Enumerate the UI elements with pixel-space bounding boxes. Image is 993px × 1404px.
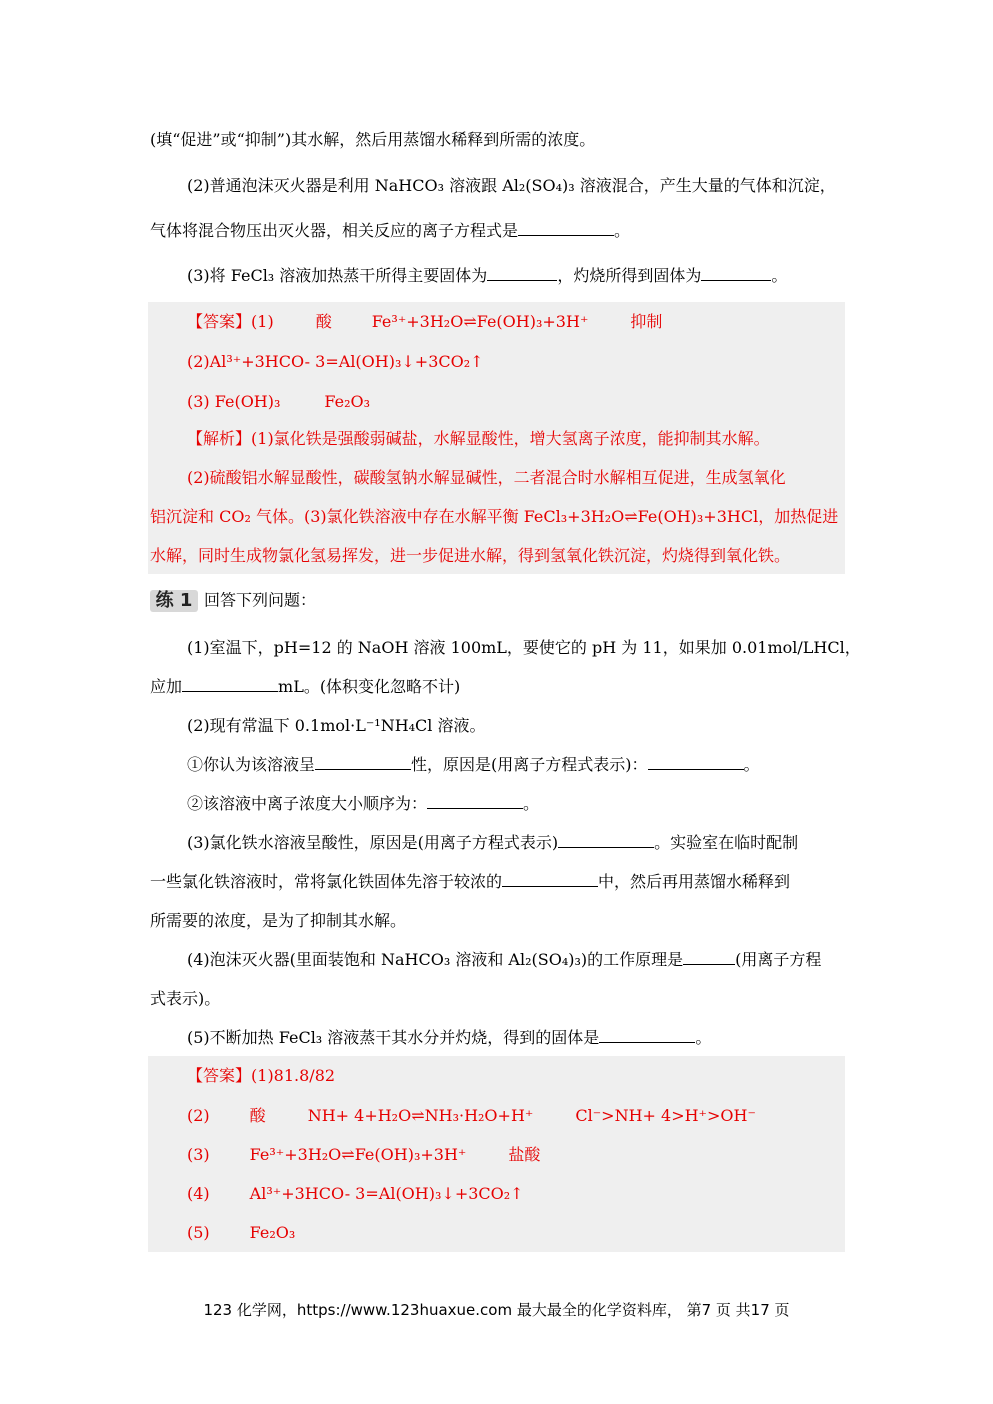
practice-title: 回答下列问题： — [204, 590, 317, 610]
answer-equation: Fe³⁺+3H₂O⇌Fe(OH)₃+3H⁺ — [249, 1145, 467, 1164]
practice-text: 应加 — [150, 677, 183, 696]
answer-1-line-1 — [187, 312, 662, 332]
practice-heading — [150, 590, 316, 612]
practice-text: 。实验室在临时配制 — [654, 833, 799, 852]
practice-text: 中，然后再用蒸馏水稀释到 — [598, 872, 791, 891]
answer-label: 【答案】 — [187, 312, 252, 331]
answer-num: (1) — [251, 312, 274, 331]
answer-part: Fe₂O₃ — [249, 1223, 296, 1242]
practice-text: 性，原因是(用离子方程式表示)： — [411, 755, 648, 774]
practice-text: 。 — [523, 794, 540, 813]
practice-4-line-1 — [187, 950, 821, 970]
answer-1-line-2: (2)Al³⁺+3HCO- 3=Al(OH)₃↓+3CO₂↑ — [187, 352, 484, 371]
page-footer: 123 化学网，https://www.123huaxue.com 最大最全的化学资料库， 第7 页 共17 页 — [203, 1301, 790, 1319]
question-3-line: (3)将 FeCl₃ 溶液加热蒸干所得主要固体为 ，灼烧所得到固体为 。 — [187, 266, 788, 285]
answer-2-line-2 — [187, 1106, 756, 1126]
practice-text: 一些氯化铁溶液时，常将氯化铁固体先溶于较浓的 — [150, 872, 503, 891]
answer-equation: Fe³⁺+3H₂O⇌Fe(OH)₃+3H⁺ — [371, 312, 589, 331]
practice-text: (3)氯化铁水溶液呈酸性，原因是(用离子方程式表示) — [187, 833, 559, 852]
answer-num: (3) — [187, 1145, 210, 1164]
answer-2-line-3 — [187, 1145, 540, 1165]
practice-text: 。 — [743, 755, 760, 774]
analysis-line-2: (2)硫酸铝水解显酸性，碳酸氢钠水解显碱性，二者混合时水解相互促进，生成氢氧化 — [187, 468, 786, 487]
answer-part: Fe₂O₃ — [324, 392, 371, 411]
analysis-text: (1)氯化铁是强酸弱碱盐，水解显酸性，增大氢离子浓度，能抑制其水解。 — [251, 429, 770, 448]
answer-blank[interactable] — [599, 1028, 695, 1043]
practice-2-1-line — [187, 755, 760, 775]
analysis-line-3: 铝沉淀和 CO₂ 气体。(3)氯化铁溶液中存在水解平衡 FeCl₃+3H₂O⇌Fe(OH)₃+3HCl，加热促进 — [150, 507, 839, 526]
answer-num: (5) — [187, 1223, 210, 1242]
question-2-line-2: 气体将混合物压出灭火器，相关反应的离子方程式是 。 — [150, 221, 631, 240]
answer-blank[interactable] — [502, 872, 598, 887]
answer-part: (3) Fe(OH)₃ — [187, 392, 281, 411]
answer-equation: Al³⁺+3HCO- 3=Al(OH)₃↓+3CO₂↑ — [249, 1184, 524, 1203]
answer-blank[interactable] — [558, 833, 654, 848]
answer-2-line-1 — [187, 1066, 335, 1086]
practice-2-2-line — [187, 794, 539, 814]
answer-2-line-5 — [187, 1223, 295, 1243]
answer-part: 酸 — [315, 312, 332, 331]
practice-text: (5)不断加热 FeCl₃ 溶液蒸干其水分并灼烧，得到的固体是 — [187, 1028, 600, 1047]
question-3-text-b: ，灼烧所得到固体为 — [557, 266, 702, 285]
analysis-line-1 — [187, 429, 770, 449]
answer-1-line-3 — [187, 392, 370, 412]
practice-text: mL。(体积变化忽略不计) — [278, 677, 461, 696]
answer-blank[interactable] — [182, 677, 278, 692]
question-3-text-a: (3)将 FeCl₃ 溶液加热蒸干所得主要固体为 — [187, 266, 488, 285]
answer-blank[interactable] — [518, 221, 614, 236]
practice-1-line-1: (1)室温下，pH=12 的 NaOH 溶液 100mL，要使它的 pH 为 11，如果加 0.01mol/LHCl， — [187, 638, 861, 657]
intro-line: (填“促进”或“抑制”)其水解，然后用蒸馏水稀释到所需的浓度。 — [150, 130, 596, 149]
practice-4-line-2: 式表示)。 — [150, 989, 221, 1008]
answer-part: 酸 — [249, 1106, 266, 1125]
answer-part: 盐酸 — [508, 1145, 541, 1164]
practice-3-line-2 — [150, 872, 790, 892]
answer-label: 【答案】 — [187, 1066, 252, 1085]
answer-blank[interactable] — [427, 794, 523, 809]
answer-blank[interactable] — [315, 755, 411, 770]
answer-part: Cl⁻>NH+ 4>H⁺>OH⁻ — [575, 1106, 756, 1125]
practice-3-line-3: 所需要的浓度，是为了抑制其水解。 — [150, 911, 407, 930]
answer-part: 抑制 — [630, 312, 663, 331]
practice-1-line-2 — [150, 677, 460, 697]
practice-3-line-1 — [187, 833, 798, 853]
practice-text: ①你认为该溶液呈 — [187, 755, 316, 774]
practice-text: 。 — [695, 1028, 712, 1047]
practice-badge-icon: 练 1 — [150, 590, 198, 612]
answer-part: (1)81.8/82 — [251, 1066, 336, 1085]
answer-2-line-4 — [187, 1184, 524, 1204]
practice-5-line — [187, 1028, 711, 1048]
question-2-line-1: (2)普通泡沫灭火器是利用 NaHCO₃ 溶液跟 Al₂(SO₄)₃ 溶液混合，产生大量的气体和沉淀， — [187, 176, 836, 195]
practice-text: (用离子方程 — [735, 950, 822, 969]
answer-blank[interactable] — [683, 950, 735, 965]
practice-text: ②该溶液中离子浓度大小顺序为： — [187, 794, 428, 813]
practice-text: (4)泡沫灭火器(里面装饱和 NaHCO₃ 溶液和 Al₂(SO₄)₃)的工作原理是 — [187, 950, 684, 969]
question-2-text: 气体将混合物压出灭火器，相关反应的离子方程式是 — [150, 221, 519, 240]
answer-equation: NH+ 4+H₂O⇌NH₃·H₂O+H⁺ — [307, 1106, 534, 1125]
answer-blank[interactable] — [487, 266, 557, 281]
answer-num: (4) — [187, 1184, 210, 1203]
practice-2-line: (2)现有常温下 0.1mol·L⁻¹NH₄Cl 溶液。 — [187, 716, 486, 735]
answer-blank[interactable] — [701, 266, 771, 281]
answer-blank[interactable] — [648, 755, 744, 770]
analysis-label: 【解析】 — [187, 429, 252, 448]
analysis-line-4: 水解，同时生成物氯化氢易挥发，进一步促进水解，得到氢氧化铁沉淀，灼烧得到氧化铁。 — [150, 546, 791, 565]
answer-num: (2) — [187, 1106, 210, 1125]
